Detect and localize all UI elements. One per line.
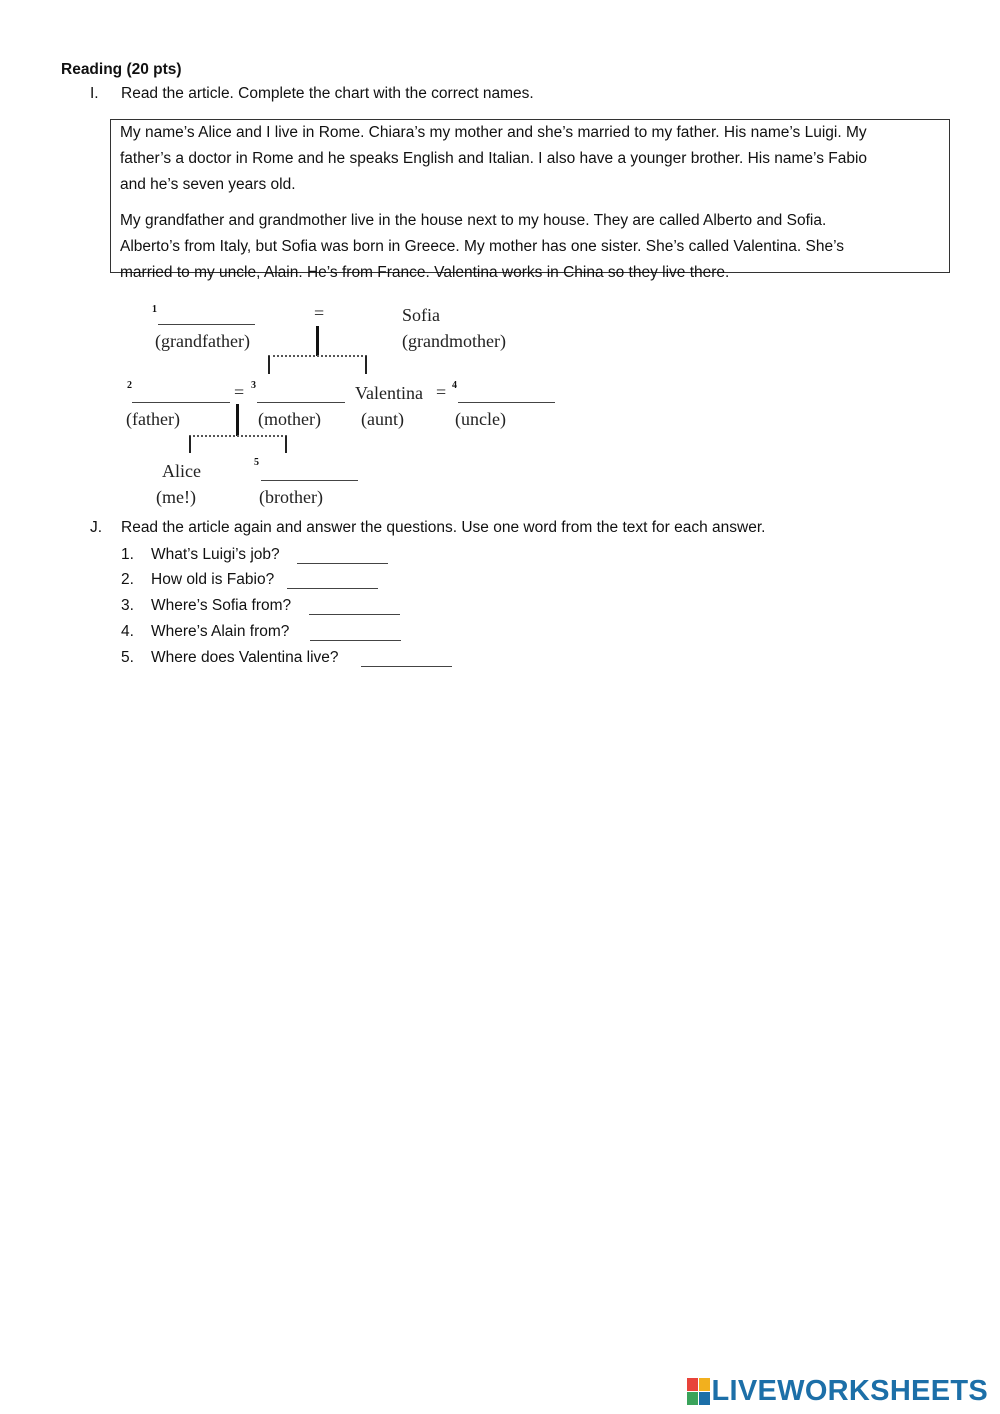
question-item [121,546,521,566]
mother-answer-blank[interactable] [257,402,345,403]
logo-text: LIVEWORKSHEETS [711,1374,988,1407]
brother-label: (brother) [259,487,323,507]
question-text: Where’s Alain from? [151,623,290,640]
blank-number-1: 1 [152,304,157,315]
question-text: Where’s Sofia from? [151,597,292,614]
question-item [121,623,521,643]
question-number: 5. [121,649,134,666]
grandfather-label: (grandfather) [155,331,250,351]
logo-icon [687,1378,709,1404]
grandparents-horizontal-line [268,355,367,357]
aunt-branch-line [365,356,367,374]
article-line: father’s a doctor in Rome and he speaks English and Italian. I also have a younger brother. His name’s Fabio [120,150,868,167]
question-item [121,597,521,617]
question-number: 3. [121,597,134,614]
part-i-instruction [90,85,790,105]
article-line: My name’s Alice and I live in Rome. Chiara’s my mother and she’s married to my father. His name’s Luigi. My [120,124,867,141]
article-line: Alberto’s from Italy, but Sofia was born in Greece. My mother has one sister. She’s called Valentina. She’s [120,238,844,255]
article-line: married to my uncle, Alain. He’s from France. Valentina works in China so they live there. [120,264,730,281]
liveworksheets-logo [687,1374,989,1408]
parents-horizontal-line [189,435,287,437]
question-text: What’s Luigi’s job? [151,546,280,563]
question-item [121,649,521,669]
alice-branch-line [189,436,191,453]
uncle-answer-blank[interactable] [458,402,555,403]
blank-number-5: 5 [254,457,259,468]
parents-vertical-line [236,404,239,436]
grandparents-vertical-line [316,326,319,356]
me-label: (me!) [156,487,196,507]
part-j-number: J. [90,519,103,536]
father-label: (father) [126,409,180,429]
grandmother-label: (grandmother) [402,331,506,351]
answer-blank[interactable] [287,588,378,589]
answer-blank[interactable] [310,640,401,641]
grandmother-name: Sofia [402,305,440,325]
part-i-number: I. [90,85,99,102]
father-answer-blank[interactable] [132,402,230,403]
aunt-name: Valentina [355,383,423,403]
article-box [110,119,950,281]
brother-answer-blank[interactable] [261,480,358,481]
mother-label: (mother) [258,409,321,429]
answer-blank[interactable] [297,563,388,564]
grandfather-answer-blank[interactable] [158,324,255,325]
parents-equals: = [234,382,245,402]
blank-number-2: 2 [127,380,132,391]
question-text: Where does Valentina live? [151,649,339,666]
me-name: Alice [162,461,201,481]
blank-number-3: 3 [251,380,256,391]
article-paragraph-2 [120,208,940,286]
article-line: My grandfather and grandmother live in the house next to my house. They are called Alberto and Sofia. [120,212,827,229]
answer-blank[interactable] [309,614,400,615]
grandparents-equals: = [314,303,325,323]
question-text: How old is Fabio? [151,571,275,588]
question-number: 2. [121,571,134,588]
brother-branch-line [285,436,287,453]
blank-number-4: 4 [452,380,457,391]
part-j-text: Read the article again and answer the questions. Use one word from the text for each answer. [121,519,766,536]
aunt-label: (aunt) [361,409,404,429]
article-line: and he’s seven years old. [120,176,296,193]
part-i-text: Read the article. Complete the chart with the correct names. [121,85,534,102]
article-paragraph-1 [120,120,940,198]
question-item [121,571,521,591]
part-j-instruction [90,519,890,539]
mother-branch-line [268,356,270,374]
question-number: 1. [121,546,134,563]
section-title: Reading (20 pts) [61,61,182,78]
answer-blank[interactable] [361,666,452,667]
aunt-uncle-equals: = [436,382,447,402]
question-number: 4. [121,623,134,640]
uncle-label: (uncle) [455,409,506,429]
